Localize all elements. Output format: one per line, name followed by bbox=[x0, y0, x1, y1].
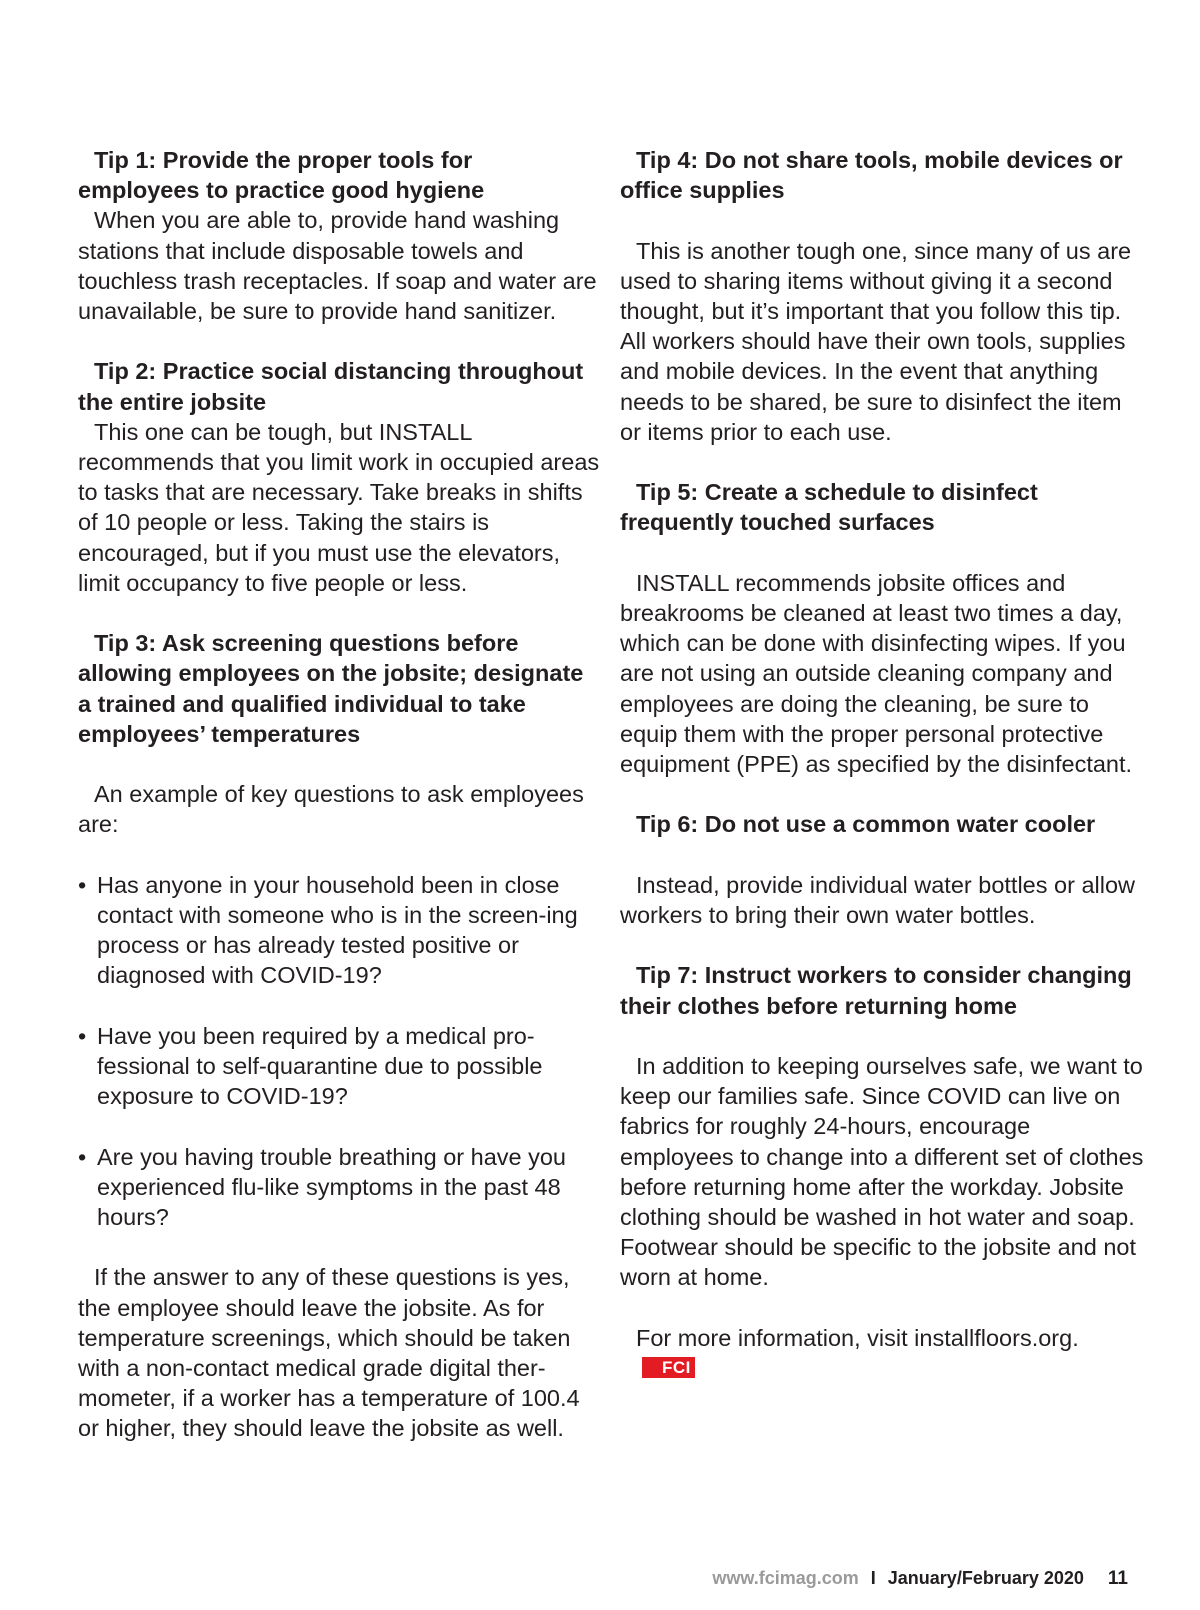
tip1-body: When you are able to, provide hand washing stations that include disposable towels and touchless trash receptacles. If soap and water are unavailable, be sure to provide hand sanitizer. bbox=[78, 207, 597, 325]
tip6-heading: Tip 6: Do not use a common water cooler bbox=[636, 811, 1096, 838]
tip5-heading: Tip 5: Create a schedule to disinfect frequently touched surfaces bbox=[620, 479, 1038, 536]
tip4-body: This is another tough one, since many of us are used to sharing items without giving it a second thought, but it’s important that you follow this tip. All workers should have their own tools, supplies and mobile devices. In the event that anything needs to be shared, be sure to disinfect the item or items prior to each use. bbox=[620, 237, 1132, 445]
tip4-heading: Tip 4: Do not share tools, mobile devices or office supplies bbox=[620, 147, 1123, 204]
bullet-item: • Are you having trouble breathing or have you experienced flu-like symptoms in the past 48 hours? bbox=[78, 1143, 567, 1231]
tip7-heading: Tip 7: Instruct workers to consider changing their clothes before returning home bbox=[620, 962, 1132, 1019]
footer-url: www.fcimag.com bbox=[712, 1568, 859, 1588]
bullet-icon: • bbox=[78, 871, 87, 898]
closing-text: For more information, visit installfloors.org. bbox=[636, 1324, 1079, 1351]
bullet-icon: • bbox=[78, 1143, 87, 1170]
tip5-body: INSTALL recommends jobsite offices and breakrooms be cleaned at least two times a day, which can be done with disinfecting wipes. If you are not using an outside cleaning company and employees are doing the cleaning, be sure to equip them with the proper personal protective equipment (PPE) as specified by the disinfectant. bbox=[620, 569, 1133, 778]
footer-issue: January/February 2020 bbox=[887, 1568, 1084, 1588]
bullet-item: • Has anyone in your household been in close contact with someone who is in the screen-ing process or has already tested positive or diagnosed with COVID-19? bbox=[78, 871, 578, 989]
left-column bbox=[78, 145, 600, 1444]
tip3-heading: Tip 3: Ask screening questions before allowing employees on the jobsite; designate a trained and qualified individual to take employees’ temperatures bbox=[78, 630, 584, 747]
tip2-body: This one can be tough, but INSTALL recommends that you limit work in occupied areas to tasks that are necessary. Take breaks in shifts of 10 people or less. Taking the stairs is encouraged, but if you must use the elevators, limit occupancy to five people or less. bbox=[78, 418, 600, 596]
tip3-intro: An example of key questions to ask employees are: bbox=[78, 781, 584, 838]
page-number: 11 bbox=[1107, 1568, 1128, 1589]
bullet-icon: • bbox=[78, 1022, 87, 1049]
closing-paragraph bbox=[620, 1323, 1145, 1383]
right-column bbox=[620, 145, 1145, 1383]
bullet-item: • Have you been required by a medical pro-fessional to self-quarantine due to possible exposure to COVID-19? bbox=[78, 1022, 543, 1110]
tip7-body: In addition to keeping ourselves safe, we want to keep our families safe. Since COVID can live on fabrics for roughly 24-hours, encourage employees to change into a different set of clothes before returning home after the workday. Jobsite clothing should be washed in hot water and soap. Footwear should be specific to the jobsite and not worn at home. bbox=[620, 1052, 1144, 1291]
page-footer bbox=[712, 1568, 1128, 1590]
footer-separator: I bbox=[870, 1568, 876, 1588]
fci-end-mark: FCI bbox=[642, 1357, 695, 1378]
tip1-heading: Tip 1: Provide the proper tools for employees to practice good hygiene bbox=[78, 147, 485, 204]
tip6-body: Instead, provide individual water bottles or allow workers to bring their own water bottles. bbox=[620, 871, 1135, 928]
tip2-heading: Tip 2: Practice social distancing throughout the entire jobsite bbox=[78, 358, 584, 415]
tip3-outro: If the answer to any of these questions is yes, the employee should leave the jobsite. As for temperature screenings, which should be taken with a non-contact medical grade digital ther-mometer, if a worker has a temperature of 100.4 or higher, they should leave the jobsite as well. bbox=[78, 1264, 580, 1442]
